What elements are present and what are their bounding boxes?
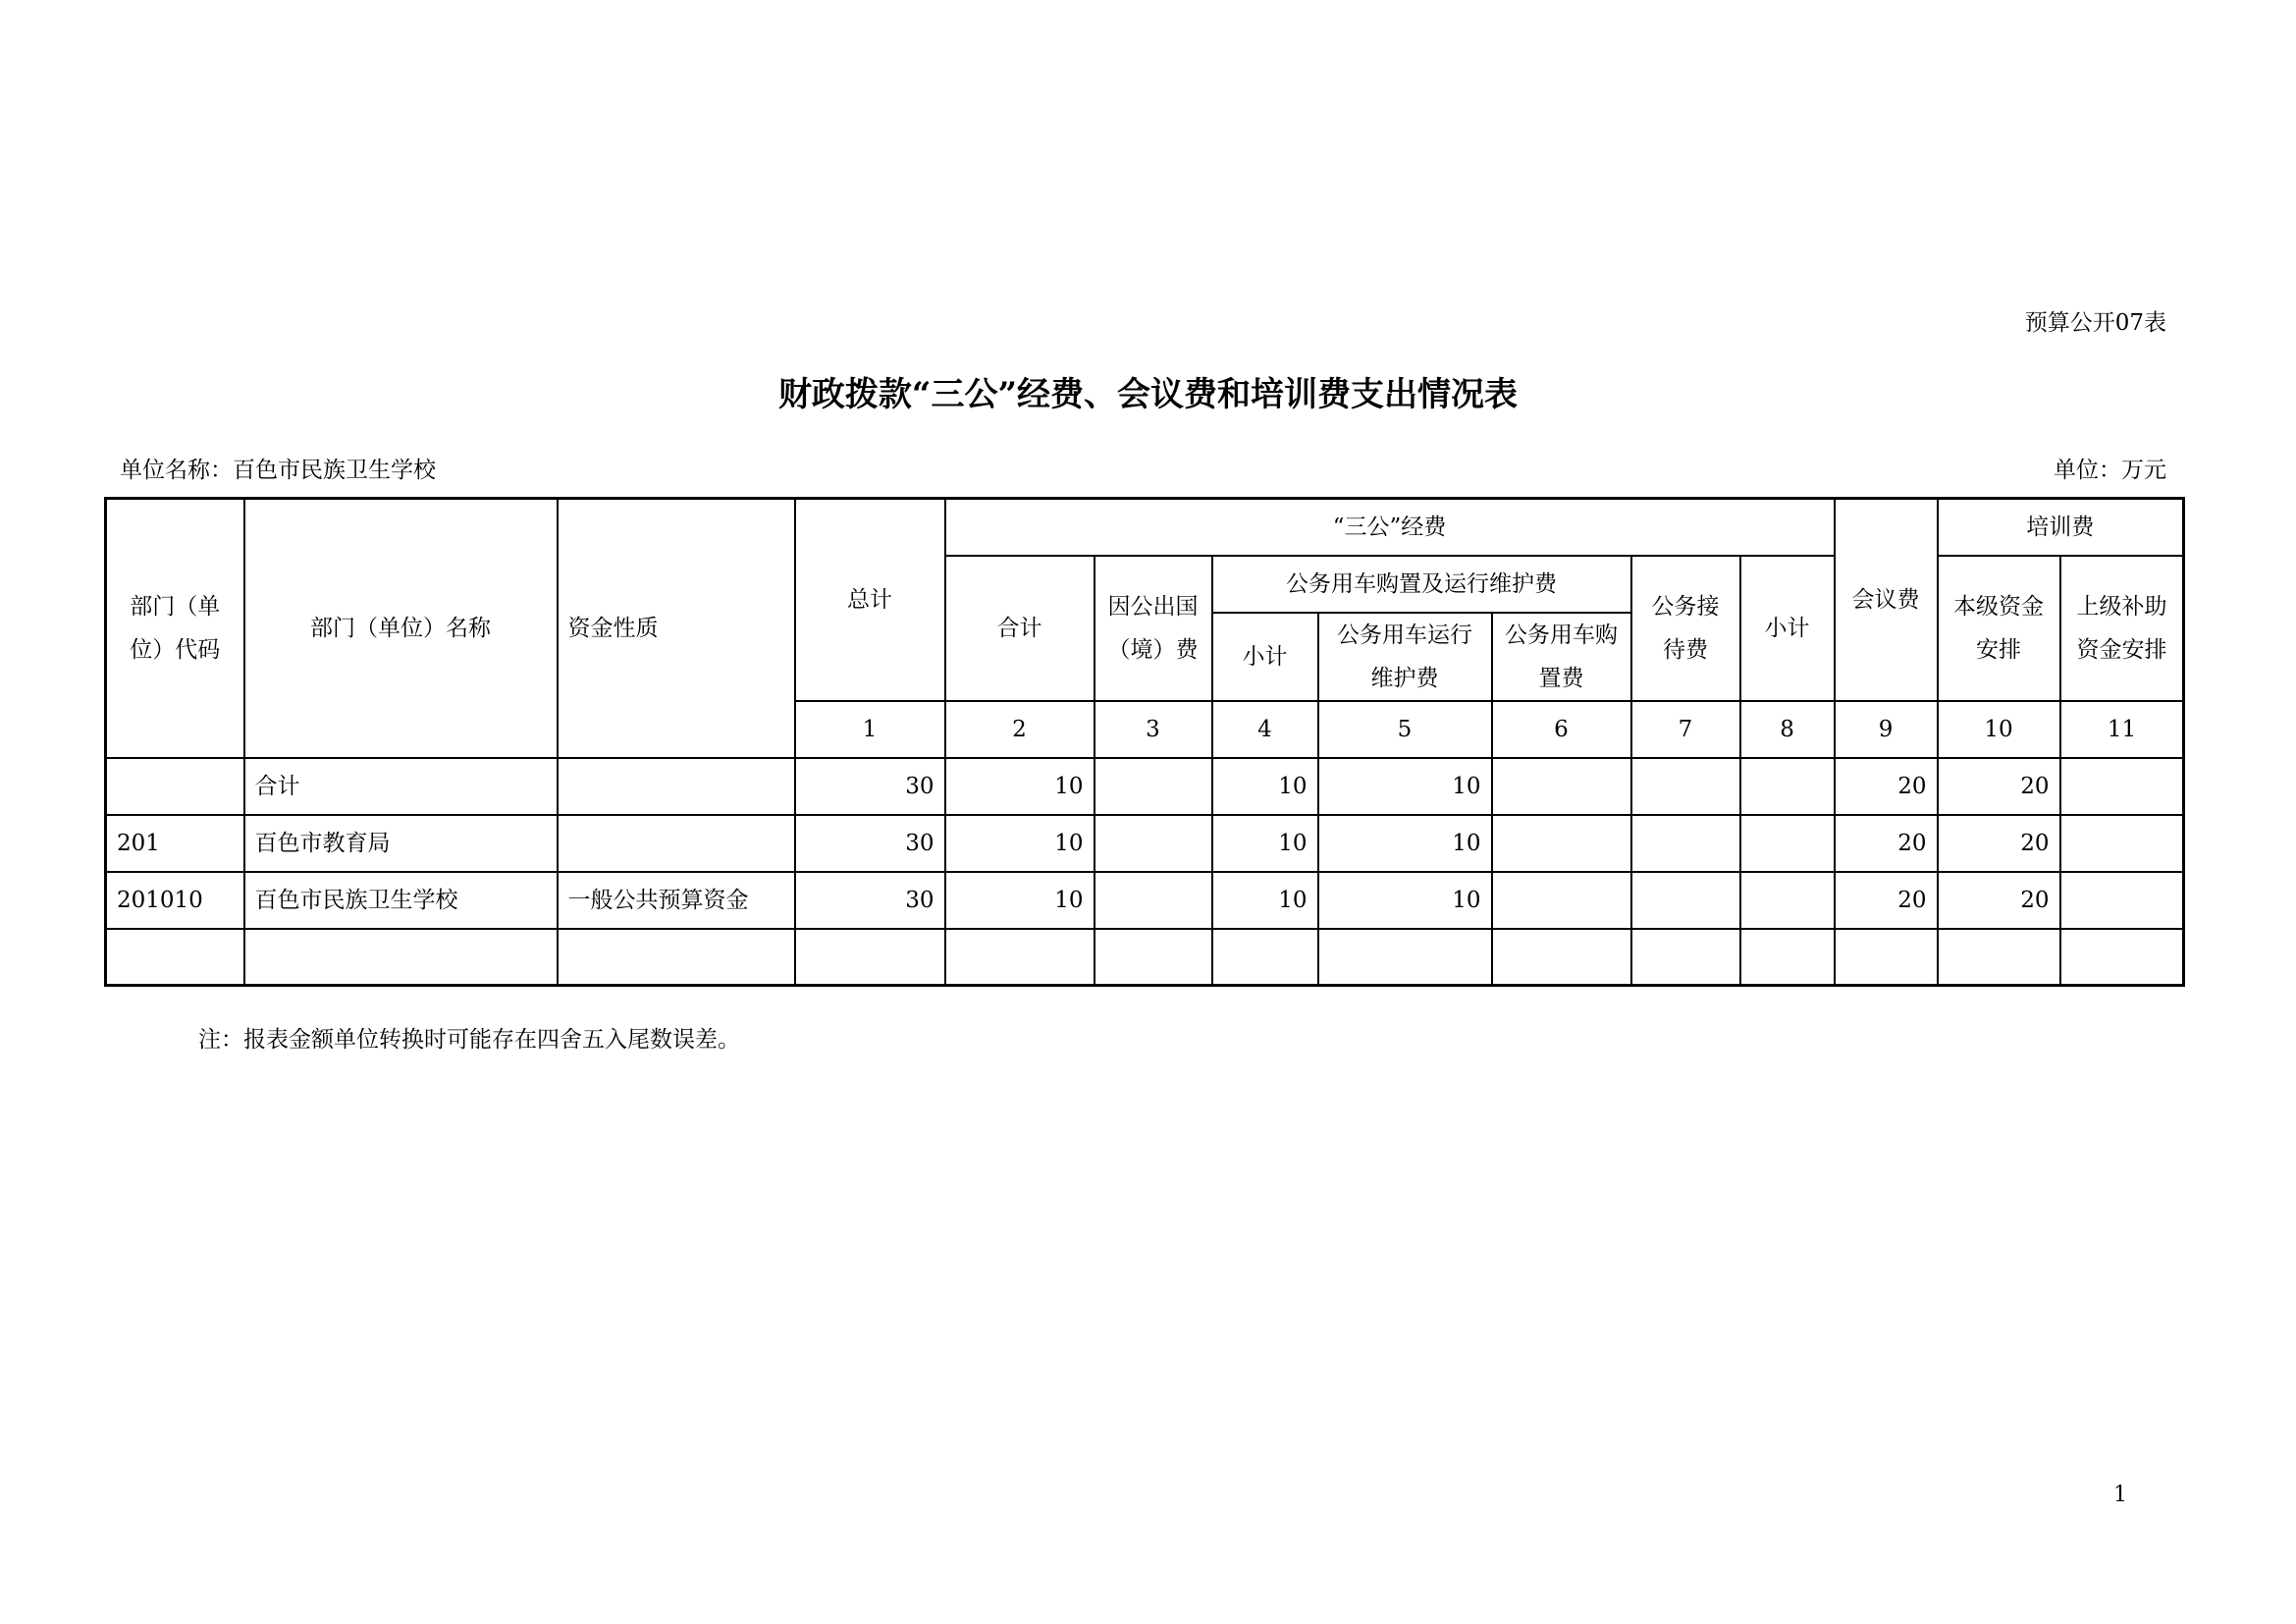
cell-value	[1631, 758, 1740, 815]
col-number: 5	[1318, 701, 1492, 758]
col-number: 2	[945, 701, 1095, 758]
cell-value	[1492, 929, 1631, 986]
header-dept-name: 部门（单位）名称	[244, 499, 558, 758]
cell-code: 201010	[106, 872, 244, 929]
cell-value	[1095, 758, 1212, 815]
header-car-subtotal: 小计	[1212, 613, 1318, 701]
table-row	[106, 872, 2184, 929]
header-abroad: 因公出国（境）费	[1095, 556, 1212, 701]
cell-value: 30	[795, 815, 945, 872]
table-row	[106, 815, 2184, 872]
header-car-group: 公务用车购置及运行维护费	[1212, 556, 1631, 613]
cell-value: 10	[945, 815, 1095, 872]
cell-value: 20	[1835, 872, 1938, 929]
expenditure-table	[104, 497, 2185, 987]
col-number: 8	[1740, 701, 1835, 758]
cell-name: 合计	[244, 758, 558, 815]
header-reception: 公务接待费	[1631, 556, 1740, 701]
cell-value: 10	[945, 872, 1095, 929]
page-number: 1	[2113, 1483, 2127, 1507]
cell-value	[1631, 872, 1740, 929]
cell-value	[1835, 929, 1938, 986]
page-title: 财政拨款“三公”经费、会议费和培训费支出情况表	[777, 375, 1519, 414]
cell-name: 百色市民族卫生学校	[244, 872, 558, 929]
cell-value: 10	[1318, 815, 1492, 872]
cell-fund	[558, 929, 795, 986]
cell-value	[2060, 758, 2184, 815]
header-dept-code: 部门（单位）代码	[106, 499, 244, 758]
cell-value	[795, 929, 945, 986]
col-number: 1	[795, 701, 945, 758]
cell-fund: 一般公共预算资金	[558, 872, 795, 929]
header-row-1	[106, 499, 2184, 556]
cell-value: 10	[1212, 758, 1318, 815]
col-number: 7	[1631, 701, 1740, 758]
cell-value	[945, 929, 1095, 986]
cell-value: 20	[1835, 815, 1938, 872]
cell-value	[1318, 929, 1492, 986]
col-number: 6	[1492, 701, 1631, 758]
cell-value	[2060, 929, 2184, 986]
cell-value	[1492, 758, 1631, 815]
cell-value: 30	[795, 758, 945, 815]
col-number: 11	[2060, 701, 2184, 758]
cell-value	[1740, 758, 1835, 815]
header-sangong: “三公”经费	[945, 499, 1835, 556]
unit-name-label: 单位名称：百色市民族卫生学校	[120, 458, 436, 483]
table-row	[106, 758, 2184, 815]
cell-fund	[558, 815, 795, 872]
header-training: 培训费	[1938, 499, 2184, 556]
col-number: 3	[1095, 701, 1212, 758]
cell-value: 10	[1212, 815, 1318, 872]
cell-value: 20	[1938, 815, 2060, 872]
cell-value: 20	[1835, 758, 1938, 815]
cell-value	[1938, 929, 2060, 986]
cell-name: 百色市教育局	[244, 815, 558, 872]
cell-value	[1740, 872, 1835, 929]
header-train-subtotal: 小计	[1740, 556, 1835, 701]
cell-value	[1095, 815, 1212, 872]
cell-value	[1740, 815, 1835, 872]
cell-name	[244, 929, 558, 986]
cell-value: 30	[795, 872, 945, 929]
header-total: 总计	[795, 499, 945, 701]
cell-value: 20	[1938, 872, 2060, 929]
cell-value: 10	[1318, 872, 1492, 929]
header-car-maint: 公务用车运行维护费	[1318, 613, 1492, 701]
cell-value	[1492, 872, 1631, 929]
cell-value	[1631, 929, 1740, 986]
footnote: 注：报表金额单位转换时可能存在四舍五入尾数误差。	[198, 1027, 740, 1053]
col-number: 10	[1938, 701, 2060, 758]
cell-value	[1095, 929, 1212, 986]
cell-value	[2060, 815, 2184, 872]
cell-value: 20	[1938, 758, 2060, 815]
cell-value	[1492, 815, 1631, 872]
col-number: 9	[1835, 701, 1938, 758]
currency-unit-label: 单位：万元	[2054, 458, 2166, 483]
cell-code	[106, 929, 244, 986]
header-train-local: 本级资金安排	[1938, 556, 2060, 701]
cell-value	[1740, 929, 1835, 986]
cell-code	[106, 758, 244, 815]
header-sangong-total: 合计	[945, 556, 1095, 701]
form-code-label: 预算公开07表	[2024, 310, 2166, 336]
cell-value	[1631, 815, 1740, 872]
cell-value	[1212, 929, 1318, 986]
header-car-purchase: 公务用车购置费	[1492, 613, 1631, 701]
cell-value: 10	[1318, 758, 1492, 815]
cell-value	[2060, 872, 2184, 929]
cell-value: 10	[945, 758, 1095, 815]
header-meeting: 会议费	[1835, 499, 1938, 701]
header-train-upper: 上级补助资金安排	[2060, 556, 2184, 701]
cell-value: 10	[1212, 872, 1318, 929]
cell-fund	[558, 758, 795, 815]
table-row	[106, 929, 2184, 986]
col-number: 4	[1212, 701, 1318, 758]
cell-code: 201	[106, 815, 244, 872]
header-fund-type: 资金性质	[558, 499, 795, 758]
cell-value	[1095, 872, 1212, 929]
